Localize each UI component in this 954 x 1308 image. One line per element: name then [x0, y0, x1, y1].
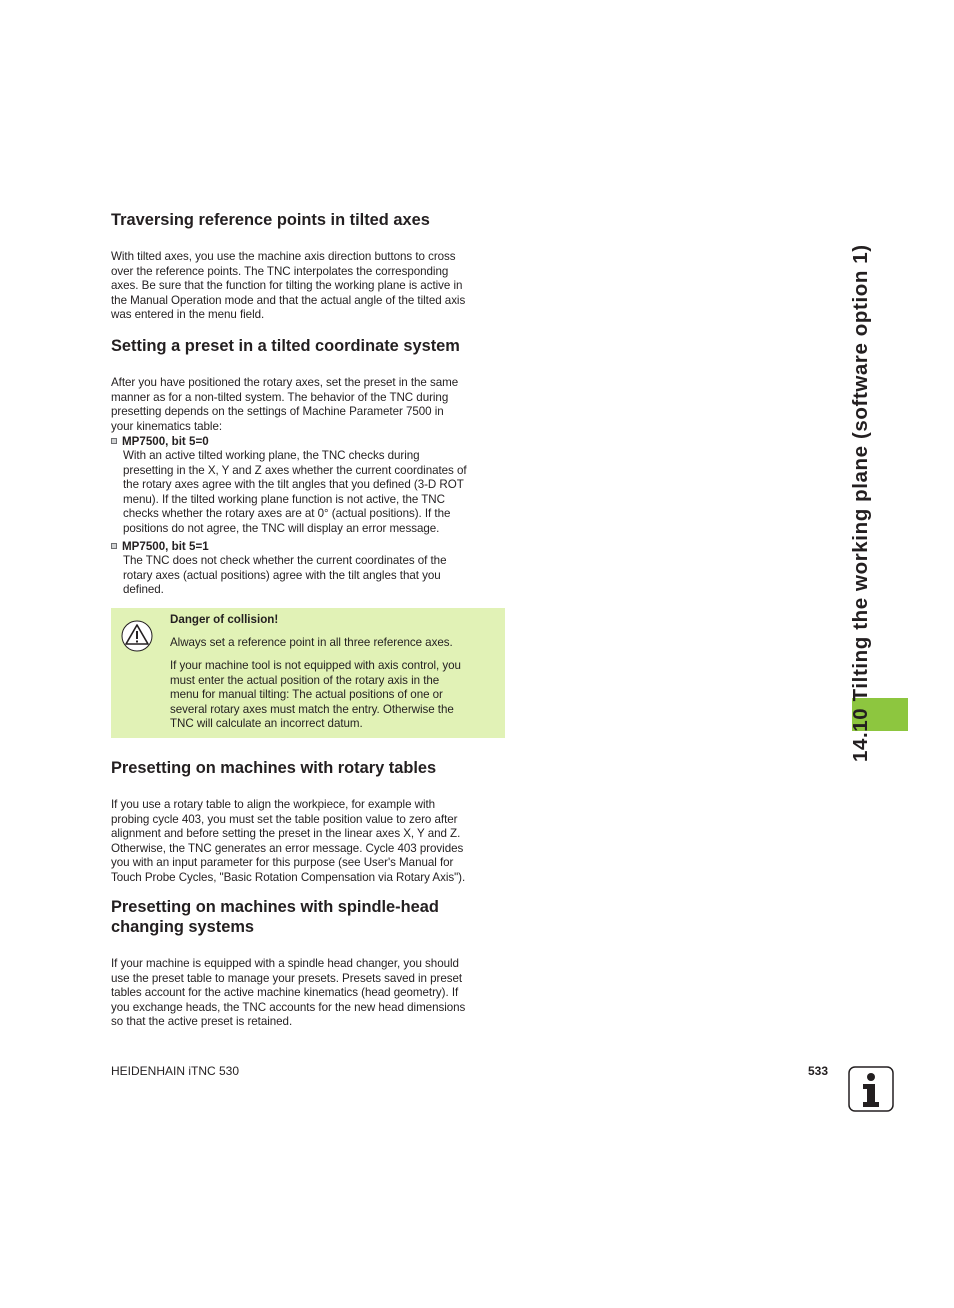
section-paragraph: With tilted axes, you use the machine axis direction buttons to cross over the reference points. The TNC interpolates the corresponding axes. Be sure that the function for tilting the working plane is active in the Manual Operation mode and that the actual angle of the tilted axis was entered in the menu field. — [111, 250, 466, 321]
footer-product-name: HEIDENHAIN iTNC 530 — [111, 1064, 240, 1078]
collision-warning-note — [111, 608, 505, 738]
info-icon — [848, 1066, 894, 1112]
section-paragraph: After you have positioned the rotary axes, set the preset in the same manner as for a non-tilted system. The behavior of the TNC during presetting depends on the settings of Machine Parameter 7500 in your kinematics table: — [111, 376, 459, 433]
section-traversing-reference-points — [111, 210, 507, 323]
bullet-label: MP7500, bit 5=1 — [111, 540, 209, 555]
section-heading: Presetting on machines with rotary tables — [111, 759, 437, 777]
bullet-square-icon — [111, 438, 117, 444]
chapter-side-title: 14.10 Tilting the working plane (software option 1) — [849, 244, 872, 762]
bullet-text: The TNC does not check whether the current coordinates of the rotary axes (actual positions) agree with the tilt angles that you defined. — [123, 554, 447, 596]
warning-triangle-icon — [120, 620, 154, 652]
section-setting-preset-tilted — [111, 336, 507, 434]
section-heading: Setting a preset in a tilted coordinate system — [111, 337, 460, 355]
section-spindle-head — [111, 897, 507, 1030]
note-paragraph: If your machine tool is not equipped with axis control, you must enter the actual position of the rotary axis in the menu for manual tilting: The actual positions of one or several rotary axes must match the entry. Otherwise the TNC will calculate an incorrect datum. — [170, 659, 461, 730]
section-heading: Traversing reference points in tilted axes — [111, 211, 430, 229]
section-rotary-tables — [111, 758, 507, 885]
bullet-text: With an active tilted working plane, the TNC checks during presetting in the X, Y and Z axes whether the current coordinates of the rotary axes agree with the tilt angles that you defined (3-D ROT menu). If the tilted working plane function is not active, the TNC checks whether the rotary axes are at 0° (actual positions). If the positions do not agree, the TNC will display an error message. — [123, 449, 467, 535]
bullet-label: MP7500, bit 5=0 — [111, 435, 209, 450]
bullet-square-icon — [111, 543, 117, 549]
note-title: Danger of collision! — [170, 613, 279, 626]
section-heading: Presetting on machines with spindle-head changing systems — [111, 898, 439, 936]
note-paragraph: Always set a reference point in all three reference axes. — [170, 636, 453, 649]
section-paragraph: If you use a rotary table to align the workpiece, for example with probing cycle 403, you must set the table position value to zero after alignment and before setting the preset in the linear axes X, Y and Z. Otherwise, the TNC generates an error message. Cycle 403 provides you with an input parameter for this purpose (see User's Manual for Touch Probe Cycles, "Basic Rotation Compensation via Rotary Axis"). — [111, 798, 466, 884]
section-paragraph: If your machine is equipped with a spindle head changer, you should use the preset table to manage your presets. Presets saved in preset tables account for the active machine kinematics (head geometry). If you exchange heads, the TNC accounts for the new head dimensions so that the active preset is retained. — [111, 957, 466, 1028]
page-number: 533 — [808, 1064, 829, 1078]
